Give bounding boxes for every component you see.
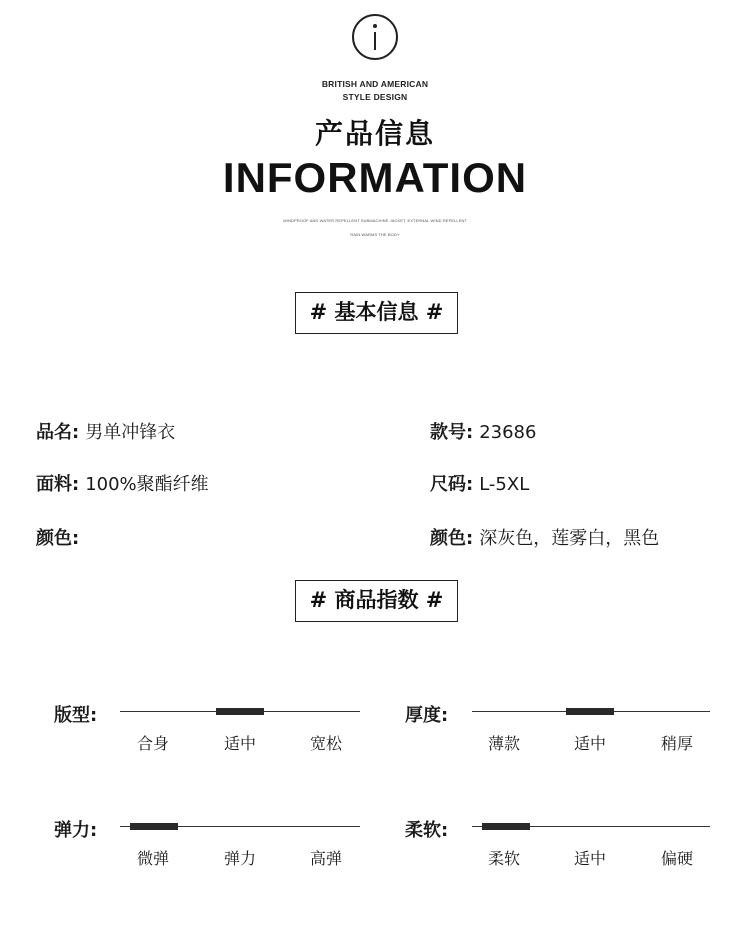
scale-label-thickness: 厚度: <box>405 705 449 726</box>
scale-label-fit: 版型: <box>54 705 98 726</box>
scale-indicator-softness <box>482 823 530 830</box>
scale-option: 适中 <box>573 734 606 753</box>
name-label: 品名: <box>36 422 80 443</box>
style-no-label: 款号: <box>430 422 474 443</box>
color-label-right: 颜色: <box>430 528 474 549</box>
scale-option: 合身 <box>136 734 169 753</box>
scale-indicator-fit <box>216 708 264 715</box>
basic-info-section-title: # 基本信息 # <box>295 292 458 334</box>
fabric-value: 100%聚酯纤维 <box>85 474 209 495</box>
scale-option: 适中 <box>573 849 606 868</box>
info-row-size <box>430 470 529 496</box>
scale-option: 薄款 <box>487 734 520 753</box>
info-circle-icon <box>352 14 398 60</box>
title-cn: 产品信息 <box>314 117 435 150</box>
fine-text-line1: WINDPROOF AND WATER REPELLENT SUBMACHINE JACKET, EXTERNAL WIND REPELLENT <box>282 218 468 223</box>
color-label-left: 颜色: <box>36 528 80 549</box>
name-value: 男单冲锋衣 <box>85 422 176 443</box>
title-en: INFORMATION <box>222 154 528 201</box>
tagline-line1: BRITISH AND AMERICAN <box>321 79 429 89</box>
info-row-fabric <box>36 470 209 496</box>
scale-option: 宽松 <box>309 734 342 753</box>
scale-indicator-thickness <box>566 708 614 715</box>
info-row-name <box>36 418 175 444</box>
scale-label-elasticity: 弹力: <box>54 820 98 841</box>
scale-option: 微弹 <box>136 849 169 868</box>
scale-label-softness: 柔软: <box>405 820 449 841</box>
scale-option: 偏硬 <box>660 849 693 868</box>
size-value: L-5XL <box>479 474 530 495</box>
color-value-right: 深灰色，莲雾白，黑色 <box>479 528 660 549</box>
size-label: 尺码: <box>430 474 474 495</box>
scale-option: 稍厚 <box>660 734 693 753</box>
scale-option: 柔软 <box>487 849 520 868</box>
scale-option: 弹力 <box>223 849 256 868</box>
tagline-line2: STYLE DESIGN <box>342 92 408 102</box>
info-row-color-right <box>430 524 659 550</box>
style-no-value: 23686 <box>479 422 537 443</box>
fabric-label: 面料: <box>36 474 80 495</box>
scale-option: 适中 <box>223 734 256 753</box>
info-row-color-left <box>36 524 85 550</box>
product-index-section-title: # 商品指数 # <box>295 580 458 622</box>
scale-indicator-elasticity <box>130 823 178 830</box>
scale-option: 高弹 <box>309 849 342 868</box>
fine-text-line2: RAIN WARMS THE BODY <box>350 232 400 237</box>
info-row-style-no <box>430 418 536 444</box>
